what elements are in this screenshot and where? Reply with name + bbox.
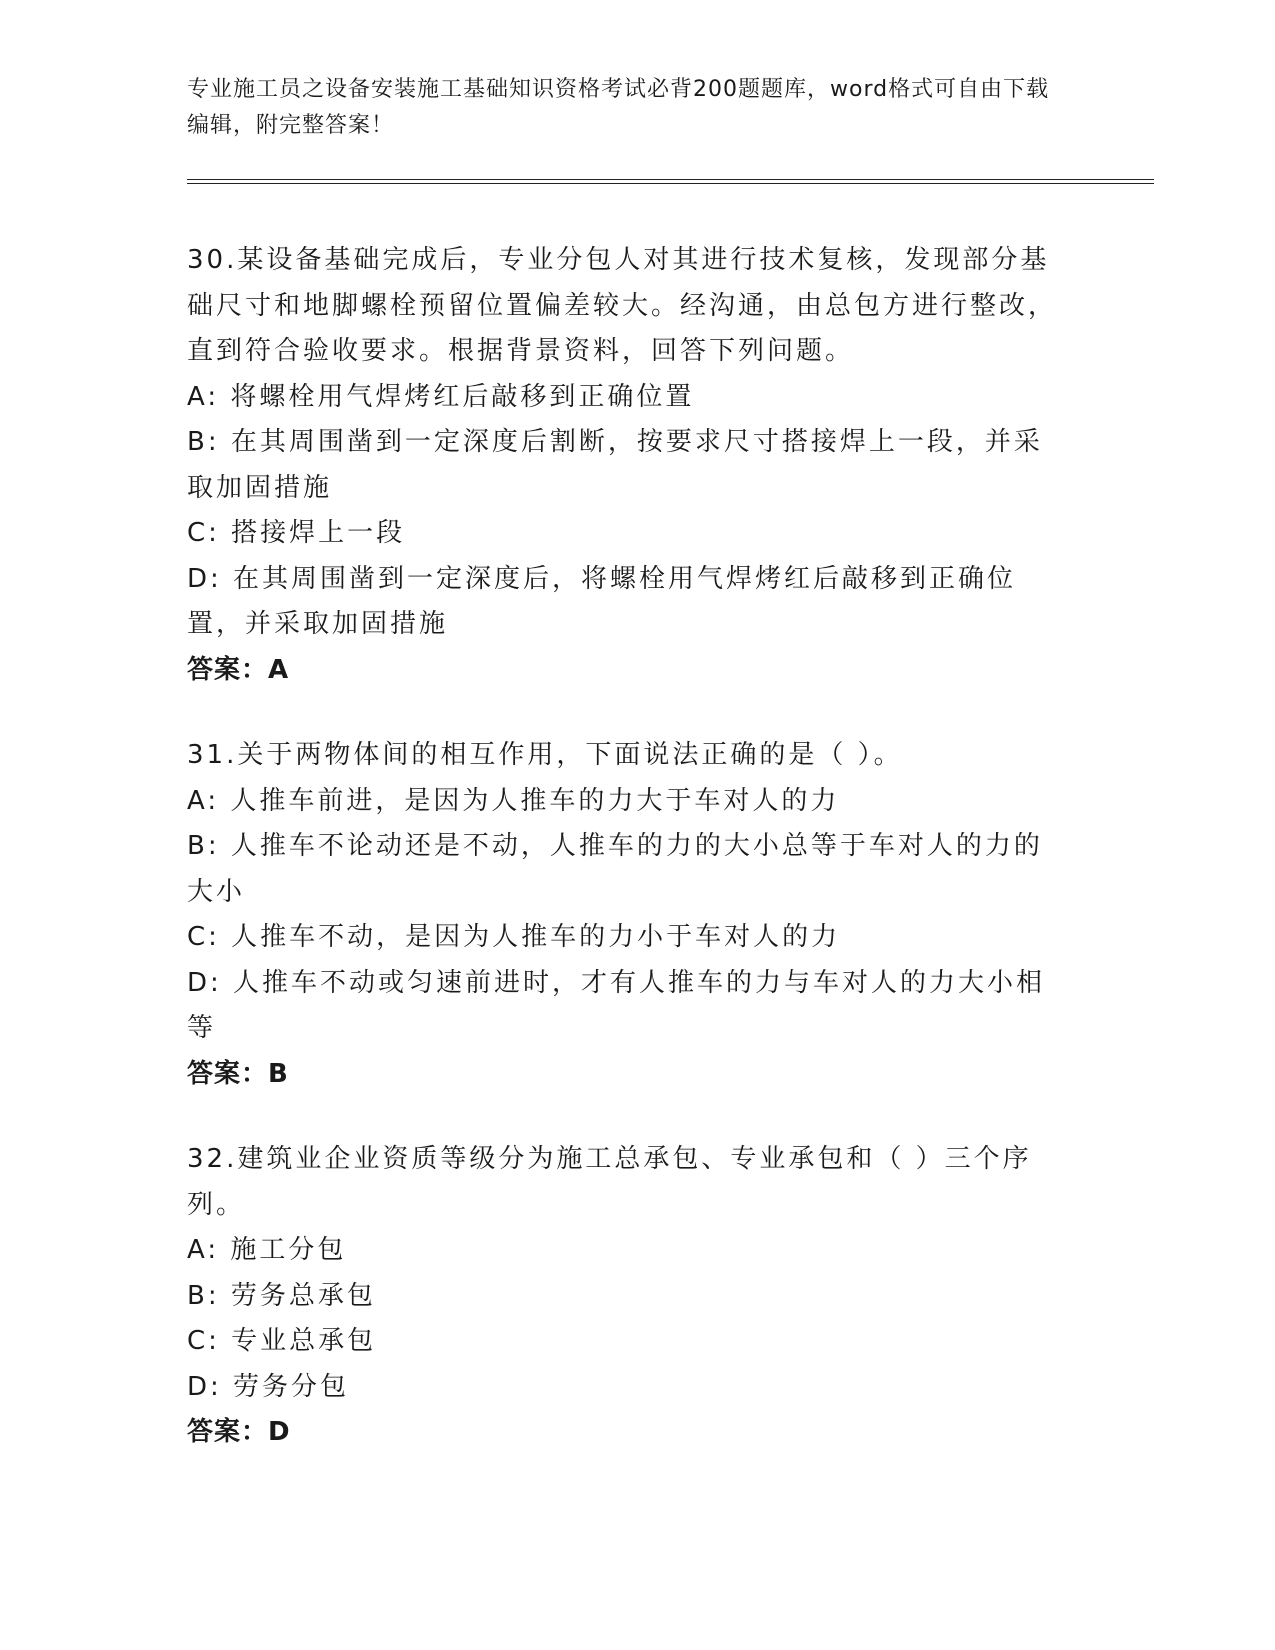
option-b: B: 在其周围凿到一定深度后割断，按要求尺寸搭接焊上一段，并采取加固措施 xyxy=(187,427,1043,503)
question-stem: 32.建筑业企业资质等级分为施工总承包、专业承包和（ ）三个序列。 xyxy=(187,1144,1032,1220)
question-31 xyxy=(187,733,1067,1097)
option-a: A: 人推车前进，是因为人推车的力大于车对人的力 xyxy=(187,785,840,816)
answer-label: 答案：A xyxy=(187,654,290,685)
option-d: D: 人推车不动或匀速前进时，才有人推车的力与车对人的力大小相等 xyxy=(187,967,1046,1043)
header-rule-bottom xyxy=(187,183,1154,184)
option-d: D: 劳务分包 xyxy=(187,1371,350,1402)
header-rule-top xyxy=(187,179,1154,180)
option-a: A: 施工分包 xyxy=(187,1235,347,1265)
question-32 xyxy=(187,1137,1067,1456)
option-c: C: 搭接焊上一段 xyxy=(187,518,406,548)
option-b: B: 劳务总承包 xyxy=(187,1280,376,1311)
option-c: C: 专业总承包 xyxy=(187,1326,377,1356)
option-b: B: 人推车不论动还是不动，人推车的力的大小总等于车对人的力的大小 xyxy=(187,831,1043,907)
answer-label: 答案：B xyxy=(187,1058,289,1089)
question-stem: 31.关于两物体间的相互作用，下面说法正确的是（ ）。 xyxy=(187,740,903,770)
answer-label: 答案：D xyxy=(187,1417,291,1447)
question-stem: 30.某设备基础完成后，专业分包人对其进行技术复核，发现部分基础尺寸和地脚螺栓预留位置偏差较大。经沟通，由总包方进行整改，直到符合验收要求。根据背景资料，回答下列问题。 xyxy=(187,245,1058,366)
document-header: 专业施工员之设备安装施工基础知识资格考试必背200题题库，word格式可自由下载编辑，附完整答案！ xyxy=(187,77,1050,138)
option-a: A: 将螺栓用气焊烤红后敲移到正确位置 xyxy=(187,381,695,412)
question-30 xyxy=(187,238,1067,693)
option-c: C: 人推车不动，是因为人推车的力小于车对人的力 xyxy=(187,922,841,952)
question-list xyxy=(187,238,1067,1496)
option-d: D: 在其周围凿到一定深度后，将螺栓用气焊烤红后敲移到正确位置，并采取加固措施 xyxy=(187,563,1017,639)
